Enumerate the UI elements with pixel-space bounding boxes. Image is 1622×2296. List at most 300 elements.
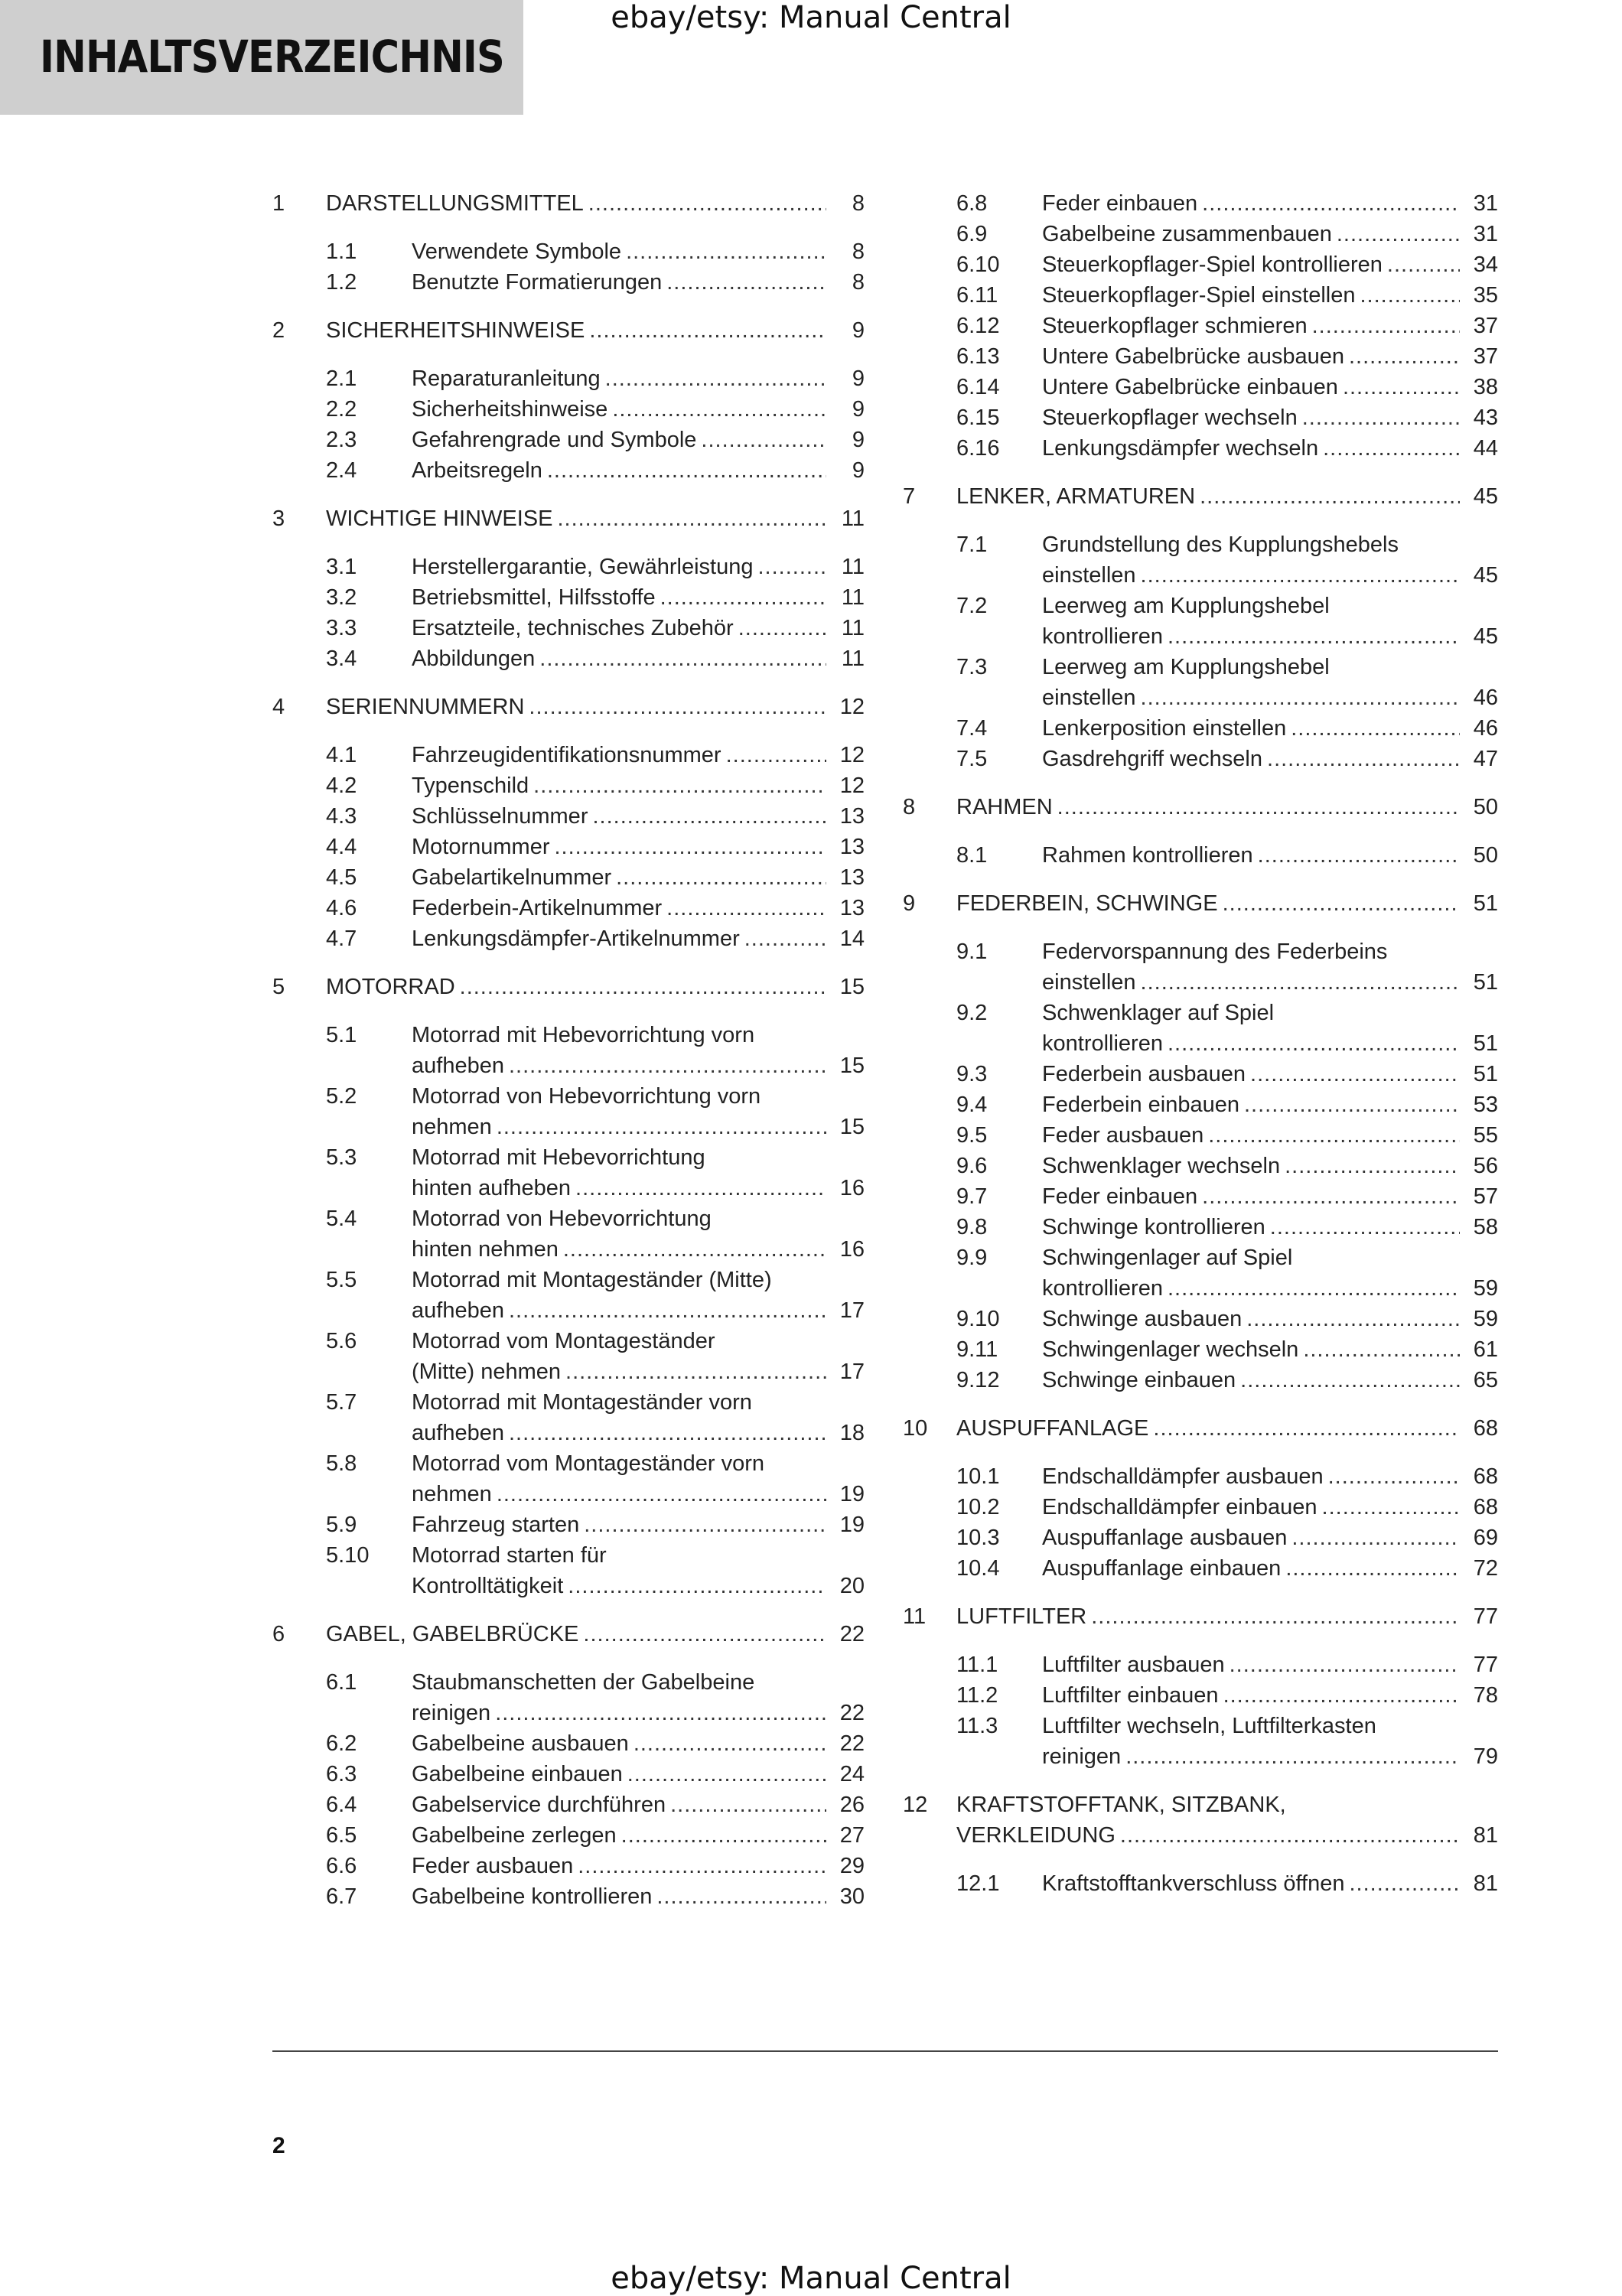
toc-entry[interactable] <box>903 529 1498 591</box>
toc-entry-title: reinigen <box>1042 1744 1122 1769</box>
toc-entry-title: nehmen <box>412 1482 492 1506</box>
toc-page-number: 22 <box>839 1622 865 1646</box>
toc-entry-number: 9.12 <box>956 1368 1000 1392</box>
dot-leader <box>666 893 826 923</box>
toc-entry-title: Staubmanschetten der Gabelbeine <box>412 1670 755 1695</box>
toc-entry-title: Gabelservice durchführen <box>412 1793 666 1817</box>
dot-leader <box>670 1790 826 1820</box>
toc-entry[interactable] <box>272 1728 865 1759</box>
toc-page-number: 57 <box>1473 1184 1498 1209</box>
dot-leader <box>1291 713 1460 744</box>
toc-chapter[interactable] <box>272 188 865 219</box>
toc-chapter[interactable] <box>903 481 1498 512</box>
dot-leader <box>1168 1028 1460 1059</box>
toc-entry-title: RAHMEN <box>956 795 1053 819</box>
dot-leader <box>1250 1059 1460 1089</box>
toc-entry[interactable] <box>272 1540 865 1601</box>
toc-chapter[interactable] <box>903 1601 1498 1632</box>
toc-page-number: 13 <box>839 835 865 859</box>
watermark-top: ebay/etsy: Manual Central <box>611 0 1011 35</box>
dot-leader <box>744 923 826 954</box>
toc-entry-number: 5.9 <box>326 1513 357 1537</box>
toc-entry[interactable] <box>272 862 865 893</box>
dot-leader <box>1322 1492 1460 1523</box>
toc-page-number: 12 <box>839 695 865 719</box>
toc-entry[interactable] <box>903 1650 1498 1680</box>
toc-entry[interactable] <box>903 652 1498 713</box>
dot-leader <box>1328 1461 1460 1492</box>
dot-leader <box>1360 280 1460 311</box>
toc-entry-title: Gabelartikelnummer <box>412 865 612 890</box>
toc-entry-title: einstellen <box>1042 970 1136 995</box>
toc-entry-number: 2.4 <box>326 458 357 483</box>
toc-entry[interactable] <box>272 1081 865 1142</box>
dot-leader <box>1202 188 1460 219</box>
toc-entry[interactable] <box>903 1492 1498 1523</box>
toc-entry-number: 10 <box>903 1416 928 1441</box>
toc-entry-number: 2.2 <box>326 397 357 422</box>
toc-entry-number: 9.5 <box>956 1123 988 1148</box>
toc-entry[interactable] <box>272 1326 865 1387</box>
dot-leader <box>656 1881 826 1912</box>
toc-entry-number: 6.16 <box>956 436 1000 461</box>
toc-entry-title: Schwingenlager wechseln <box>1042 1337 1299 1362</box>
toc-entry[interactable] <box>903 1242 1498 1304</box>
toc-column-left <box>272 188 865 1912</box>
dot-leader <box>1125 1741 1460 1772</box>
toc-page-number: 9 <box>852 458 865 483</box>
toc-entry[interactable] <box>903 1334 1498 1365</box>
toc-entry-number: 6.10 <box>956 252 1000 277</box>
toc-entry[interactable] <box>903 1212 1498 1242</box>
toc-entry-number: 6.3 <box>326 1762 357 1786</box>
toc-entry[interactable] <box>903 713 1498 744</box>
toc-entry[interactable] <box>903 1680 1498 1711</box>
dot-leader <box>660 582 826 613</box>
toc-entry-number: 2 <box>272 318 285 343</box>
toc-page-number: 31 <box>1473 222 1498 246</box>
toc-entry[interactable] <box>272 1790 865 1820</box>
toc-page-number: 56 <box>1473 1154 1498 1178</box>
dot-leader <box>612 394 826 425</box>
toc-entry[interactable] <box>272 267 865 298</box>
toc-entry[interactable] <box>903 433 1498 464</box>
toc-entry[interactable] <box>272 1020 865 1081</box>
toc-chapter[interactable] <box>272 315 865 346</box>
dot-leader <box>509 1050 826 1081</box>
toc-page-number: 72 <box>1473 1556 1498 1581</box>
toc-entry-title: Luftfilter ausbauen <box>1042 1653 1225 1677</box>
toc-entry-title: Motorrad vom Montageständer <box>412 1329 715 1353</box>
toc-entry[interactable] <box>903 1120 1498 1151</box>
toc-entry[interactable] <box>903 1711 1498 1772</box>
dot-leader <box>460 972 826 1002</box>
toc-entry[interactable] <box>272 1203 865 1265</box>
toc-entry-title: Schwenklager wechseln <box>1042 1154 1281 1178</box>
toc-entry-title: Sicherheitshinweise <box>412 397 608 422</box>
dot-leader <box>578 1851 826 1881</box>
toc-entry[interactable] <box>903 280 1498 311</box>
dot-leader <box>1267 744 1460 774</box>
toc-entry[interactable] <box>272 455 865 486</box>
toc-page-number: 31 <box>1473 191 1498 216</box>
toc-entry-title: Gasdrehgriff wechseln <box>1042 747 1263 771</box>
toc-page-number: 38 <box>1473 375 1498 399</box>
toc-entry-number: 9 <box>903 891 916 916</box>
dot-leader <box>1349 341 1460 372</box>
toc-entry[interactable] <box>272 236 865 267</box>
toc-entry[interactable] <box>272 1667 865 1728</box>
toc-page-number: 81 <box>1473 1871 1498 1896</box>
toc-entry[interactable] <box>272 1142 865 1203</box>
dot-leader <box>1141 967 1460 998</box>
dot-leader <box>758 552 827 582</box>
toc-entry-title: Betriebsmittel, Hilfsstoffe <box>412 585 656 610</box>
toc-page-number: 79 <box>1473 1744 1498 1769</box>
dot-leader <box>701 425 826 455</box>
toc-entry-number: 6.5 <box>326 1823 357 1848</box>
toc-entry-title: Luftfilter einbauen <box>1042 1683 1219 1708</box>
toc-entry[interactable] <box>272 1881 865 1912</box>
dot-leader <box>605 363 826 394</box>
toc-entry-number: 12.1 <box>956 1871 1000 1896</box>
toc-entry[interactable] <box>272 770 865 801</box>
toc-page-number: 59 <box>1473 1307 1498 1331</box>
toc-entry-number: 6.4 <box>326 1793 357 1817</box>
toc-entry-title: Lenkungsdämpfer-Artikelnummer <box>412 927 740 951</box>
toc-entry-number: 9.8 <box>956 1215 988 1239</box>
toc-entry-title: Motorrad mit Montageständer vorn <box>412 1390 752 1415</box>
toc-entry-title: Steuerkopflager schmieren <box>1042 314 1308 338</box>
toc-chapter[interactable] <box>272 692 865 722</box>
toc-entry-title: aufheben <box>412 1054 504 1078</box>
toc-entry-title: Steuerkopflager-Spiel kontrollieren <box>1042 252 1383 277</box>
toc-entry-number: 2.3 <box>326 428 357 452</box>
dot-leader <box>1270 1212 1460 1242</box>
dot-leader <box>1343 372 1460 402</box>
dot-leader <box>666 267 826 298</box>
dot-leader <box>633 1728 826 1759</box>
toc-page-number: 29 <box>839 1854 865 1878</box>
dot-leader <box>627 1759 826 1790</box>
toc-entry-number: 4 <box>272 695 285 719</box>
toc-entry-title: Fahrzeugidentifikationsnummer <box>412 743 721 767</box>
toc-entry-title: Typenschild <box>412 773 529 798</box>
toc-entry-number: 9.1 <box>956 940 988 964</box>
toc-entry-number: 6.11 <box>956 283 998 308</box>
toc-entry-title: Feder einbauen <box>1042 1184 1198 1209</box>
dot-leader <box>1091 1601 1460 1632</box>
toc-entry-title: Grundstellung des Kupplungshebels <box>1042 532 1399 557</box>
toc-chapter[interactable] <box>903 888 1498 919</box>
toc-entry[interactable] <box>272 1387 865 1448</box>
toc-entry-number: 1 <box>272 191 285 216</box>
toc-entry-title: Steuerkopflager wechseln <box>1042 405 1298 430</box>
dot-leader <box>1168 621 1460 652</box>
toc-entry-number: 10.2 <box>956 1495 1000 1519</box>
toc-entry[interactable] <box>903 1059 1498 1089</box>
toc-entry[interactable] <box>903 936 1498 998</box>
toc-page-number: 77 <box>1473 1604 1498 1629</box>
toc-page-number: 50 <box>1473 843 1498 868</box>
toc-entry-number: 2.1 <box>326 366 357 391</box>
toc-chapter[interactable] <box>903 1790 1498 1851</box>
toc-entry-title: Federbein einbauen <box>1042 1093 1239 1117</box>
toc-entry[interactable] <box>903 998 1498 1059</box>
toc-entry-title: Fahrzeug starten <box>412 1513 580 1537</box>
toc-entry-title: Motorrad mit Hebevorrichtung vorn <box>412 1023 755 1047</box>
toc-entry-title: nehmen <box>412 1115 492 1139</box>
toc-entry[interactable] <box>272 832 865 862</box>
toc-entry-number: 4.6 <box>326 896 357 920</box>
toc-entry-number: 9.10 <box>956 1307 1000 1331</box>
toc-entry[interactable] <box>272 552 865 582</box>
dot-leader <box>592 801 826 832</box>
toc-page-number: 16 <box>839 1176 865 1200</box>
toc-entry-number: 6.7 <box>326 1884 357 1909</box>
toc-entry-title: Abbildungen <box>412 646 536 671</box>
toc-entry[interactable] <box>272 1448 865 1509</box>
toc-entry[interactable] <box>272 643 865 674</box>
toc-entry-title: Motorrad starten für <box>412 1543 607 1568</box>
toc-page-number: 68 <box>1473 1464 1498 1489</box>
toc-page-number: 51 <box>1473 970 1498 995</box>
dot-leader <box>1200 481 1460 512</box>
toc-entry-number: 5.5 <box>326 1268 357 1292</box>
toc-entry-number: 9.3 <box>956 1062 988 1086</box>
toc-entry-title: WICHTIGE HINWEISE <box>326 506 553 531</box>
dot-leader <box>1323 433 1460 464</box>
toc-entry-title: Gabelbeine zusammenbauen <box>1042 222 1332 246</box>
toc-entry[interactable] <box>903 1553 1498 1584</box>
toc-entry-number: 5.2 <box>326 1084 357 1109</box>
toc-entry[interactable] <box>903 188 1498 219</box>
toc-entry-number: 7.1 <box>956 532 988 557</box>
toc-page-number: 37 <box>1473 344 1498 369</box>
dot-leader <box>1223 1680 1460 1711</box>
toc-entry-number: 4.1 <box>326 743 357 767</box>
toc-chapter[interactable] <box>272 1619 865 1650</box>
dot-leader <box>1349 1868 1460 1899</box>
toc-entry-title: Motornummer <box>412 835 550 859</box>
toc-entry-title: hinten nehmen <box>412 1237 559 1262</box>
toc-page-number: 46 <box>1473 716 1498 741</box>
toc-entry-title: Reparaturanleitung <box>412 366 601 391</box>
toc-entry[interactable] <box>272 1820 865 1851</box>
toc-entry-number: 9.4 <box>956 1093 988 1117</box>
toc-entry[interactable] <box>903 1868 1498 1899</box>
watermark-bottom: ebay/etsy: Manual Central <box>611 2261 1011 2296</box>
toc-entry[interactable] <box>903 311 1498 341</box>
toc-entry-number: 11.2 <box>956 1683 998 1708</box>
toc-entry-number: 5.8 <box>326 1451 357 1476</box>
dot-leader <box>738 613 826 643</box>
toc-entry[interactable] <box>272 801 865 832</box>
toc-page-number: 61 <box>1473 1337 1498 1362</box>
toc-page-number: 45 <box>1473 484 1498 509</box>
toc-entry-title: FEDERBEIN, SCHWINGE <box>956 891 1218 916</box>
toc-entry-title: AUSPUFFANLAGE <box>956 1416 1149 1441</box>
toc-entry[interactable] <box>272 1265 865 1326</box>
toc-entry[interactable] <box>272 394 865 425</box>
dot-leader <box>589 315 826 346</box>
toc-entry[interactable] <box>903 1523 1498 1553</box>
toc-page-number: 27 <box>839 1823 865 1848</box>
dot-leader <box>1285 1553 1460 1584</box>
toc-entry-title: Motorrad mit Montageständer (Mitte) <box>412 1268 772 1292</box>
page-number: 2 <box>272 2133 285 2158</box>
toc-entry[interactable] <box>272 425 865 455</box>
toc-entry-title: Auspuffanlage ausbauen <box>1042 1526 1288 1550</box>
toc-page-number: 15 <box>839 1054 865 1078</box>
dot-leader <box>1240 1365 1460 1396</box>
toc-page-number: 43 <box>1473 405 1498 430</box>
toc-entry-number: 4.2 <box>326 773 357 798</box>
toc-page-number: 44 <box>1473 436 1498 461</box>
toc-entry-title: LUFTFILTER <box>956 1604 1087 1629</box>
toc-page-number: 13 <box>839 896 865 920</box>
toc-page-number: 8 <box>852 191 865 216</box>
toc-page-number: 68 <box>1473 1495 1498 1519</box>
toc-entry-title: Schwingenlager auf Spiel <box>1042 1246 1293 1270</box>
toc-entry[interactable] <box>903 591 1498 652</box>
dot-leader <box>568 1571 826 1601</box>
dot-leader <box>497 1112 826 1142</box>
toc-page-number: 12 <box>839 743 865 767</box>
toc-page-number: 46 <box>1473 686 1498 710</box>
toc-page-number: 12 <box>839 773 865 798</box>
toc-entry-title: KRAFTSTOFFTANK, SITZBANK, <box>956 1793 1286 1817</box>
toc-entry[interactable] <box>272 1759 865 1790</box>
toc-page-number: 13 <box>839 865 865 890</box>
dot-leader <box>1230 1650 1460 1680</box>
toc-entry-title: Motorrad mit Hebevorrichtung <box>412 1145 705 1170</box>
toc-entry[interactable] <box>903 1181 1498 1212</box>
toc-entry[interactable] <box>272 582 865 613</box>
toc-page-number: 24 <box>839 1762 865 1786</box>
toc-entry-title: Schwinge kontrollieren <box>1042 1215 1265 1239</box>
toc-entry[interactable] <box>903 1365 1498 1396</box>
toc-page-number: 16 <box>839 1237 865 1262</box>
toc-entry-number: 4.7 <box>326 927 357 951</box>
dot-leader <box>1246 1304 1460 1334</box>
toc-entry-number: 9.6 <box>956 1154 988 1178</box>
toc-page-number: 81 <box>1473 1823 1498 1848</box>
toc-chapter[interactable] <box>272 972 865 1002</box>
toc-page-number: 51 <box>1473 891 1498 916</box>
toc-entry-title: SERIENNUMMERN <box>326 695 525 719</box>
toc-entry-title: Verwendete Symbole <box>412 239 622 264</box>
dot-leader <box>1244 1089 1460 1120</box>
toc-entry-title: Federbein-Artikelnummer <box>412 896 663 920</box>
toc-entry[interactable] <box>903 840 1498 871</box>
toc-page-number: 19 <box>839 1513 865 1537</box>
toc-entry-title: Schlüsselnummer <box>412 804 588 829</box>
toc-entry-number: 9.11 <box>956 1337 998 1362</box>
toc-entry-title: SICHERHEITSHINWEISE <box>326 318 585 343</box>
toc-entry-number: 7.3 <box>956 655 988 679</box>
toc-entry[interactable] <box>272 1851 865 1881</box>
dot-leader <box>555 832 827 862</box>
toc-entry-number: 8.1 <box>956 843 988 868</box>
toc-entry-number: 3.1 <box>326 555 357 579</box>
toc-entry-number: 5.10 <box>326 1543 370 1568</box>
toc-entry[interactable] <box>903 1304 1498 1334</box>
toc-page-number: 17 <box>839 1298 865 1323</box>
toc-page-number: 51 <box>1473 1031 1498 1056</box>
dot-leader <box>575 1173 826 1203</box>
dot-leader <box>584 1509 826 1540</box>
toc-entry[interactable] <box>903 1151 1498 1181</box>
toc-entry-title: Leerweg am Kupplungshebel <box>1042 655 1330 679</box>
toc-entry[interactable] <box>903 1461 1498 1492</box>
toc-page-number: 18 <box>839 1421 865 1445</box>
toc-entry[interactable] <box>272 363 865 394</box>
toc-entry[interactable] <box>903 249 1498 280</box>
toc-entry[interactable] <box>903 219 1498 249</box>
toc-page-number: 55 <box>1473 1123 1498 1148</box>
toc-entry-title: Endschalldämpfer einbauen <box>1042 1495 1317 1519</box>
dot-leader <box>1202 1181 1460 1212</box>
toc-page-number: 77 <box>1473 1653 1498 1677</box>
toc-entry-title: Gabelbeine einbauen <box>412 1762 623 1786</box>
toc-page-number: 65 <box>1473 1368 1498 1392</box>
toc-chapter[interactable] <box>272 503 865 534</box>
toc-entry-title: Gabelbeine ausbauen <box>412 1731 629 1756</box>
toc-entry-title: aufheben <box>412 1298 504 1323</box>
toc-page-number: 9 <box>852 428 865 452</box>
toc-entry[interactable] <box>903 1089 1498 1120</box>
toc-chapter[interactable] <box>903 792 1498 822</box>
dot-leader <box>1208 1120 1460 1151</box>
toc-entry-number: 7.2 <box>956 594 988 618</box>
toc-page-number: 20 <box>839 1574 865 1598</box>
toc-entry[interactable] <box>903 744 1498 774</box>
toc-entry[interactable] <box>272 740 865 770</box>
toc-page-number: 45 <box>1473 624 1498 649</box>
toc-entry-number: 7.4 <box>956 716 988 741</box>
toc-page-number: 13 <box>839 804 865 829</box>
toc-entry[interactable] <box>272 613 865 643</box>
toc-page-number: 11 <box>841 555 865 579</box>
dot-leader <box>495 1698 826 1728</box>
dot-leader <box>1153 1413 1460 1444</box>
toc-entry-number: 4.5 <box>326 865 357 890</box>
toc-entry-number: 6.2 <box>326 1731 357 1756</box>
toc-entry[interactable] <box>272 893 865 923</box>
toc-entry[interactable] <box>272 923 865 954</box>
toc-page-number: 22 <box>839 1701 865 1725</box>
dot-leader <box>547 455 826 486</box>
toc-entry-number: 6.13 <box>956 344 1000 369</box>
toc-page-number: 68 <box>1473 1416 1498 1441</box>
toc-entry[interactable] <box>903 402 1498 433</box>
toc-entry-number: 4.3 <box>326 804 357 829</box>
dot-leader <box>509 1418 826 1448</box>
toc-entry[interactable] <box>903 372 1498 402</box>
toc-entry-number: 10.4 <box>956 1556 1000 1581</box>
toc-entry-number: 3 <box>272 506 285 531</box>
toc-entry[interactable] <box>903 341 1498 372</box>
toc-entry-number: 6.14 <box>956 375 1000 399</box>
toc-chapter[interactable] <box>903 1413 1498 1444</box>
toc-entry[interactable] <box>272 1509 865 1540</box>
dot-leader <box>533 770 826 801</box>
toc-page-number: 30 <box>839 1884 865 1909</box>
toc-page-number: 50 <box>1473 795 1498 819</box>
toc-entry-title: VERKLEIDUNG <box>956 1823 1116 1848</box>
toc-entry-number: 9.7 <box>956 1184 988 1209</box>
